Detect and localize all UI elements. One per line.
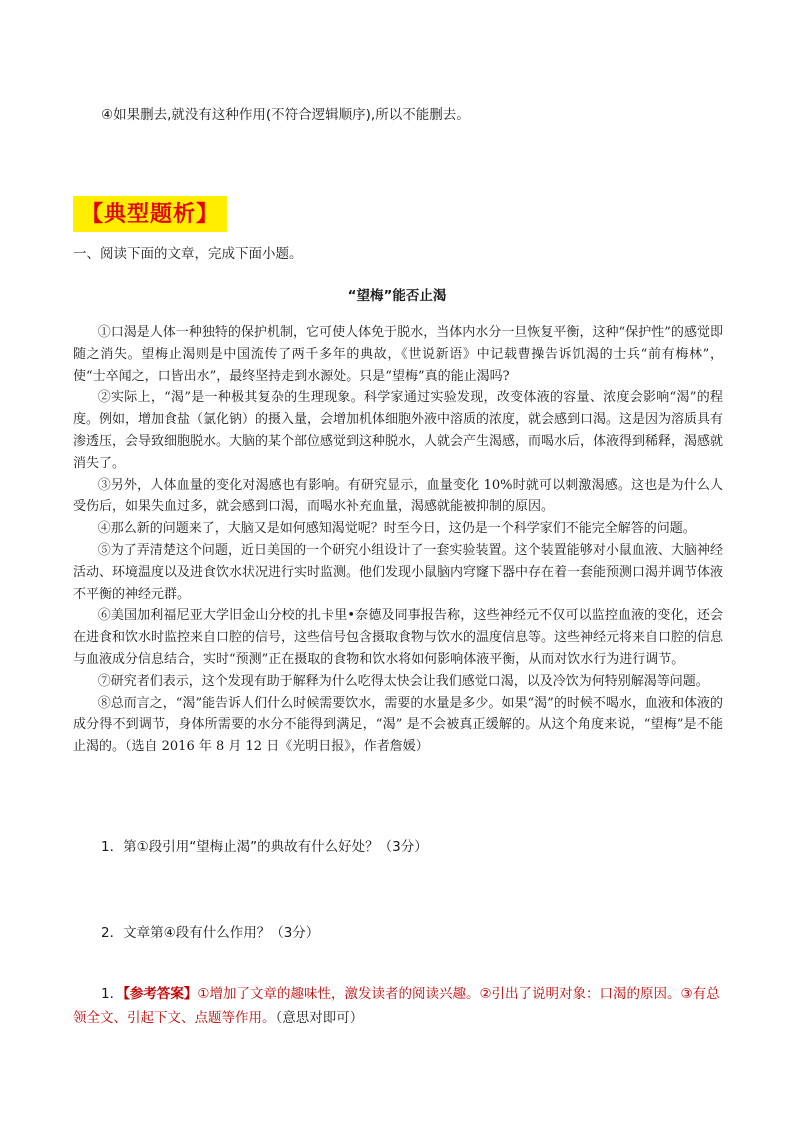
article-paragraph-7: ⑦研究者们表示，这个发现有助于解释为什么吃得太快会让我们感觉口渴，以及冷饮为何特别解渴等问题。 xyxy=(97,673,709,689)
article-paragraph-8: ⑧总而言之，“渴”能告诉人们什么时候需要饮水，需要的水量是多少。如果“渴”的时候不喝水，血液和体液的成分得不到调节，身体所需要的水分不能得到满足，“渴” 是不会被真正缓解的。从这个角度来说，“望梅”是不能止渴的。（选自 2016 年 8 月 12 日《光明日报》，作者詹媛） xyxy=(73,695,723,755)
answer-note: （意思对即可） xyxy=(275,1010,364,1026)
previous-answer-point: ④如果删去,就没有这种作用(不符合逻辑顺序),所以不能删去。 xyxy=(101,107,470,123)
article-paragraph-5: ⑤为了弄清楚这个问题，近日美国的一个研究小组设计了一套实验装置。这个装置能够对小鼠血液、大脑神经活动、环境温度以及进食饮水状况进行实时监测。他们发现小鼠脑内穹窿下器中存在着一套能预测口渴并调节体液不平衡的神经元群。 xyxy=(73,542,724,602)
question-2: 2．文章第④段有什么作用？（3分） xyxy=(101,925,320,941)
answer-number: 1． xyxy=(101,986,124,1002)
answer-tag: 【参考答案】 xyxy=(123,986,198,1002)
instruction-text: 一、阅读下面的文章，完成下面小题。 xyxy=(73,246,303,262)
article-title: “望梅”能否止渴 xyxy=(347,288,447,304)
article-paragraph-4: ④那么新的问题来了，大脑又是如何感知渴觉呢？时至今日，这仍是一个科学家们不能完全解答的问题。 xyxy=(97,521,696,537)
section-header: 【典型题析】 xyxy=(73,196,227,232)
article-paragraph-3: ③另外，人体血量的变化对渴感也有影响。有研究显示，血量变化 10%时就可以刺激渴感。这也是为什么人受伤后，如果失血过多，就会感到口渴，而喝水补充血量，渴感就能被抑制的原因。 xyxy=(73,477,723,515)
article-paragraph-1: ①口渴是人体一种独特的保护机制，它可使人体免于脱水，当体内水分一旦恢复平衡，这种“保护性”的感觉即随之消失。望梅止渴则是中国流传了两千多年的典故，《世说新语》中记载曹操告诉饥渴的士兵“前有梅林”，使“士卒闻之，口皆出水”，最终坚持走到水源处。只是“望梅”真的能止渴吗? xyxy=(73,325,723,384)
question-1: 1．第①段引用“望梅止渴”的典故有什么好处？（3分） xyxy=(101,839,428,855)
reference-answer xyxy=(73,982,733,1030)
article-paragraph-6: ⑥美国加利福尼亚大学旧金山分校的扎卡里•奈德及同事报告称，这些神经元不仅可以监控血液的变化，还会在进食和饮水时监控来自口腔的信号，这些信号包含摄取食物与饮水的温度信息等。这些神经元将来自口腔的信息与血液成分信息结合，实时“预测”正在摄取的食物和饮水将如何影响体液平衡，从而对饮水行为进行调节。 xyxy=(73,608,724,667)
article-body xyxy=(73,322,723,758)
article-paragraph-2: ②实际上，“渴”是一种极其复杂的生理现象。科学家通过实验发现，改变体液的容量、浓度会影响“渴”的程度。例如，增加食盐（氯化钠）的摄入量，会增加机体细胞外液中溶质的浓度，就会感到口渴。这是因为溶质具有渗透压，会导致细胞脱水。大脑的某个部位感觉到这种脱水，人就会产生渴感，而喝水后，体液得到稀释，渴感就消失了。 xyxy=(73,390,724,471)
answer-body: ①增加了文章的趣味性，激发读者的阅读兴趣。②引出了说明对象：口渴的原因。③有总领全文、引起下文、点题等作用。 xyxy=(73,986,720,1026)
